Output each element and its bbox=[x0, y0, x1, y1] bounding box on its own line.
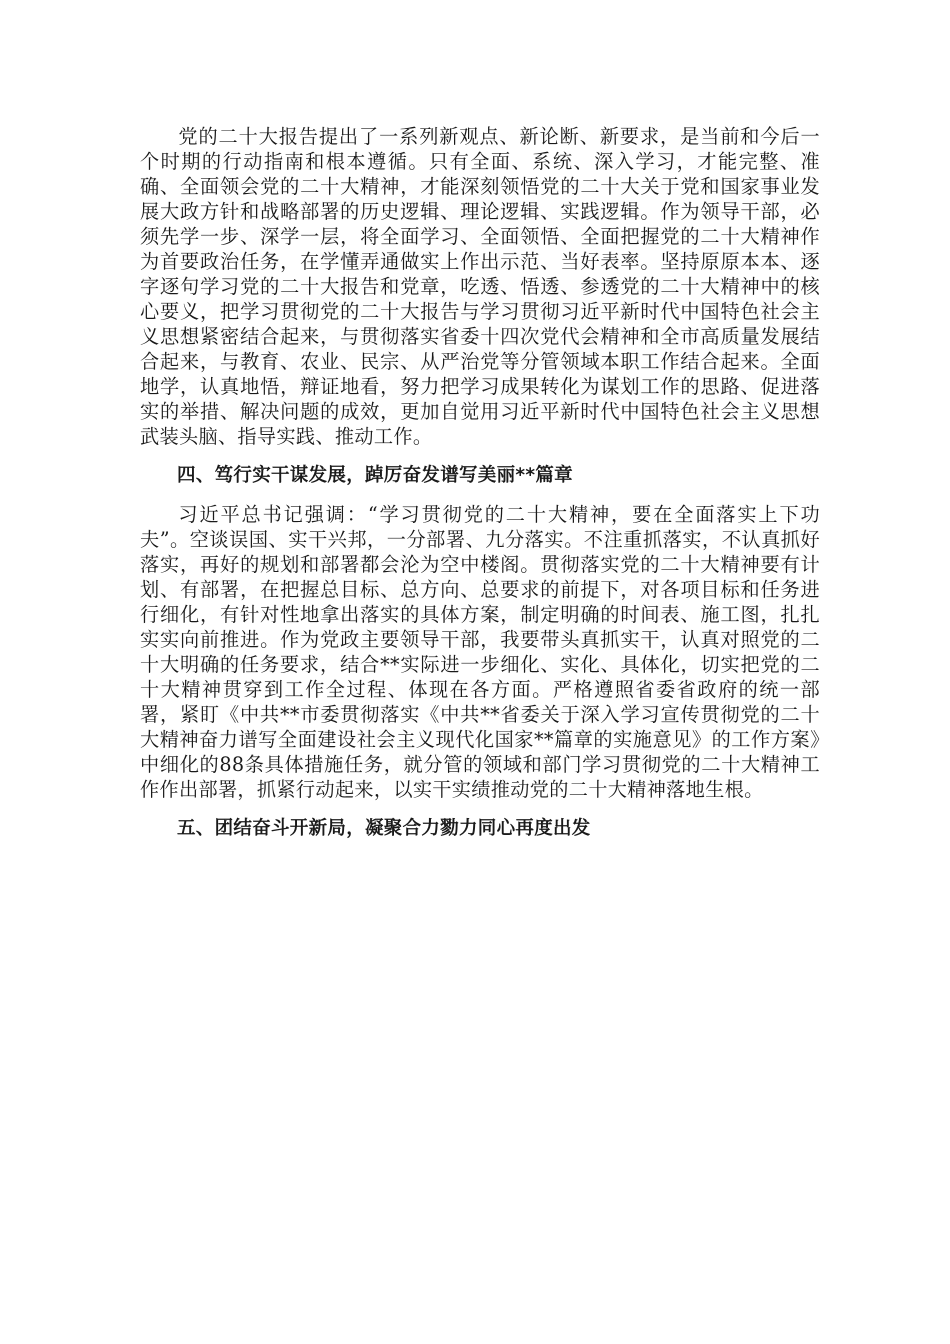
body-paragraph: 习近平总书记强调：“学习贯彻党的二十大精神，要在全面落实上下功夫”。空谈误国、实干兴邦，一分部署、九分落实。不注重抓落实，不认真抓好落实，再好的规划和部署都会沦为空中楼阁。贯彻落实党的二十大精神要有计划、有部署，在把握总目标、总方向、总要求的前提下，对各项目标和任务进行细化，有针对性地拿出落实的具体方案，制定明确的时间表、施工图，扎扎实实向前推进。作为党政主要领导干部，我要带头真抓实干，认真对照党的二十大明确的任务要求，结合**实际进一步细化、实化、具体化，切实把党的二十大精神贯穿到工作全过程、体现在各方面。严格遵照省委省政府的统一部署，紧盯《中共**市委贯彻落实《中共**省委关于深入学习宣传贯彻党的二十大精神奋力谱写全面建设社会主义现代化国家**篇章的实施意见》的工作方案》中细化的88条具体措施任务，就分管的领域和部门学习贯彻党的二十大精神工作作出部署，抓紧行动起来，以实干实绩推动党的二十大精神落地生根。 bbox=[140, 503, 820, 801]
section-heading: 四、笃行实干谋发展，踔厉奋发谱写美丽**篇章 bbox=[177, 465, 573, 486]
section-heading: 五、团结奋斗开新局，凝聚合力勠力同心再度出发 bbox=[177, 818, 591, 839]
body-paragraph: 党的二十大报告提出了一系列新观点、新论断、新要求，是当前和今后一个时期的行动指南和根本遵循。只有全面、系统、深入学习，才能完整、准确、全面领会党的二十大精神，才能深刻领悟党的二十大关于党和国家事业发展大政方针和战略部署的历史逻辑、理论逻辑、实践逻辑。作为领导干部，必须先学一步、深学一层，将全面学习、全面领悟、全面把握党的二十大精神作为首要政治任务，在学懂弄通做实上作出示范、当好表率。坚持原原本本、逐字逐句学习党的二十大报告和党章，吃透、悟透、参透党的二十大精神中的核心要义，把学习贯彻党的二十大报告与学习贯彻习近平新时代中国特色社会主义思想紧密结合起来，与贯彻落实省委十四次党代会精神和全市高质量发展结合起来，与教育、农业、民宗、从严治党等分管领域本职工作结合起来。全面地学，认真地悟，辩证地看，努力把学习成果转化为谋划工作的思路、促进落实的举措、解决问题的成效，更加自觉用习近平新时代中国特色社会主义思想武装头脑、指导实践、推动工作。 bbox=[140, 125, 820, 448]
document-page bbox=[140, 124, 820, 841]
